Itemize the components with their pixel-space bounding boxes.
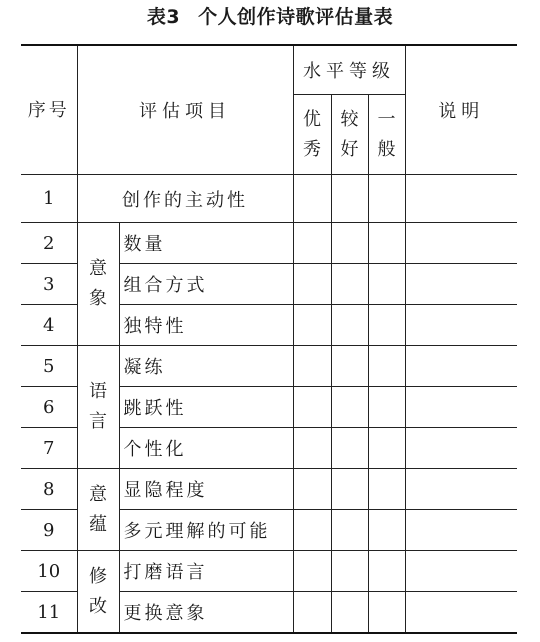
cell-excellent — [293, 305, 331, 346]
cell-excellent — [293, 175, 331, 223]
cell-average — [368, 387, 405, 428]
group-label-language: 语言 — [77, 346, 119, 469]
cell-note — [405, 551, 517, 592]
row-item: 多元理解的可能 — [119, 510, 293, 551]
cell-average — [368, 305, 405, 346]
group-label-imagery: 意象 — [77, 223, 119, 346]
cell-good — [331, 264, 368, 305]
row-item: 组合方式 — [119, 264, 293, 305]
row-number: 10 — [21, 551, 77, 592]
row-number: 7 — [21, 428, 77, 469]
table-title — [0, 4, 540, 30]
header-note: 说明 — [405, 45, 517, 175]
row-item: 显隐程度 — [119, 469, 293, 510]
table-title-text: 个人创作诗歌评估量表 — [198, 6, 394, 28]
row-number: 9 — [21, 510, 77, 551]
cell-average — [368, 592, 405, 634]
cell-note — [405, 223, 517, 264]
header-excellent: 优秀 — [293, 95, 331, 175]
cell-note — [405, 469, 517, 510]
cell-average — [368, 551, 405, 592]
cell-average — [368, 264, 405, 305]
cell-excellent — [293, 592, 331, 634]
row-item: 数量 — [119, 223, 293, 264]
row-item: 凝练 — [119, 346, 293, 387]
header-average: 一般 — [368, 95, 405, 175]
header-good: 较好 — [331, 95, 368, 175]
cell-average — [368, 223, 405, 264]
row-item: 独特性 — [119, 305, 293, 346]
cell-good — [331, 305, 368, 346]
row-number: 11 — [21, 592, 77, 634]
row-number: 1 — [21, 175, 77, 223]
cell-excellent — [293, 469, 331, 510]
cell-note — [405, 592, 517, 634]
row-item: 更换意象 — [119, 592, 293, 634]
cell-average — [368, 175, 405, 223]
cell-excellent — [293, 510, 331, 551]
cell-excellent — [293, 264, 331, 305]
row-number: 5 — [21, 346, 77, 387]
cell-excellent — [293, 387, 331, 428]
table-number: 表3 — [146, 6, 181, 28]
cell-note — [405, 510, 517, 551]
cell-good — [331, 223, 368, 264]
row-number: 8 — [21, 469, 77, 510]
row-number: 3 — [21, 264, 77, 305]
cell-note — [405, 264, 517, 305]
row-item: 跳跃性 — [119, 387, 293, 428]
cell-excellent — [293, 346, 331, 387]
cell-good — [331, 387, 368, 428]
cell-average — [368, 346, 405, 387]
group-label-connotation: 意蕴 — [77, 469, 119, 551]
cell-note — [405, 175, 517, 223]
cell-good — [331, 592, 368, 634]
cell-good — [331, 428, 368, 469]
cell-note — [405, 346, 517, 387]
cell-good — [331, 175, 368, 223]
group-label-revision: 修改 — [77, 551, 119, 634]
row-item: 打磨语言 — [119, 551, 293, 592]
cell-good — [331, 510, 368, 551]
cell-excellent — [293, 551, 331, 592]
cell-note — [405, 387, 517, 428]
header-level: 水平等级 — [293, 45, 405, 95]
cell-average — [368, 510, 405, 551]
cell-note — [405, 428, 517, 469]
evaluation-table — [21, 44, 517, 634]
row-item: 个性化 — [119, 428, 293, 469]
cell-excellent — [293, 428, 331, 469]
row-number: 6 — [21, 387, 77, 428]
cell-average — [368, 428, 405, 469]
row-item: 创作的主动性 — [77, 175, 293, 223]
row-number: 2 — [21, 223, 77, 264]
row-number: 4 — [21, 305, 77, 346]
cell-note — [405, 305, 517, 346]
cell-excellent — [293, 223, 331, 264]
cell-good — [331, 551, 368, 592]
cell-good — [331, 469, 368, 510]
cell-average — [368, 469, 405, 510]
header-seq: 序号 — [21, 45, 77, 175]
header-item: 评估项目 — [77, 45, 293, 175]
cell-good — [331, 346, 368, 387]
